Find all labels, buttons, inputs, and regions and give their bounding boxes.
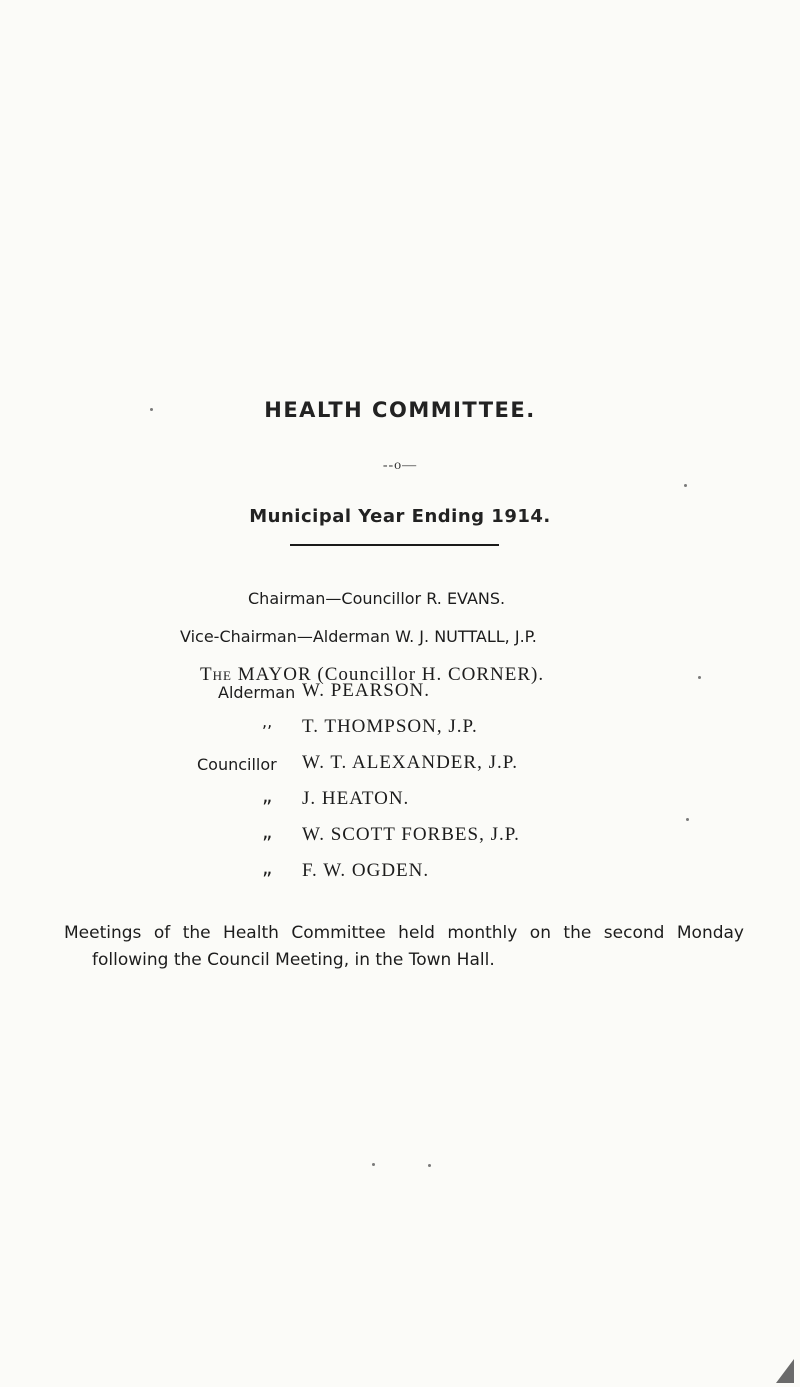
ornament-divider: --o—	[382, 458, 418, 473]
paper-speck	[686, 818, 689, 821]
meetings-line-1: Meetings of the Health Committee held monthly on the second Monday	[64, 923, 744, 943]
member-title: „	[262, 855, 273, 879]
paper-speck	[372, 1163, 375, 1166]
member-title: „	[262, 783, 273, 807]
meetings-note	[64, 920, 744, 974]
vice-chairman-text: Vice-Chairman—Alderman W. J. NUTTALL, J.P.	[180, 627, 537, 646]
mayor-prefix: The	[200, 664, 232, 685]
page-subtitle: Municipal Year Ending 1914.	[249, 506, 551, 527]
member-name: W. SCOTT FORBES, J.P.	[302, 824, 520, 845]
paper-speck	[698, 676, 701, 679]
member-name: F. W. OGDEN.	[302, 860, 430, 881]
page-title: HEALTH COMMITTEE.	[264, 398, 536, 422]
member-title: Alderman	[218, 683, 296, 702]
paper-speck	[150, 408, 153, 411]
paper-speck	[428, 1164, 431, 1167]
member-name: W. PEARSON.	[302, 680, 431, 701]
subtitle-underline	[290, 544, 499, 546]
member-name: T. THOMPSON, J.P.	[302, 716, 478, 737]
mayor-text: MAYOR (Councillor H. CORNER).	[237, 664, 545, 685]
meetings-line-2: following the Council Meeting, in the Town Hall.	[92, 950, 495, 970]
chairman-text: Chairman—Councillor R. EVANS.	[248, 589, 506, 608]
member-title: „	[262, 819, 273, 843]
member-name: W. T. ALEXANDER, J.P.	[302, 752, 518, 773]
member-name: J. HEATON.	[302, 788, 410, 809]
member-title: ,,	[262, 712, 273, 731]
member-title: Councillor	[197, 755, 277, 774]
page-corner-mark	[776, 1359, 794, 1383]
paper-speck	[684, 484, 687, 487]
